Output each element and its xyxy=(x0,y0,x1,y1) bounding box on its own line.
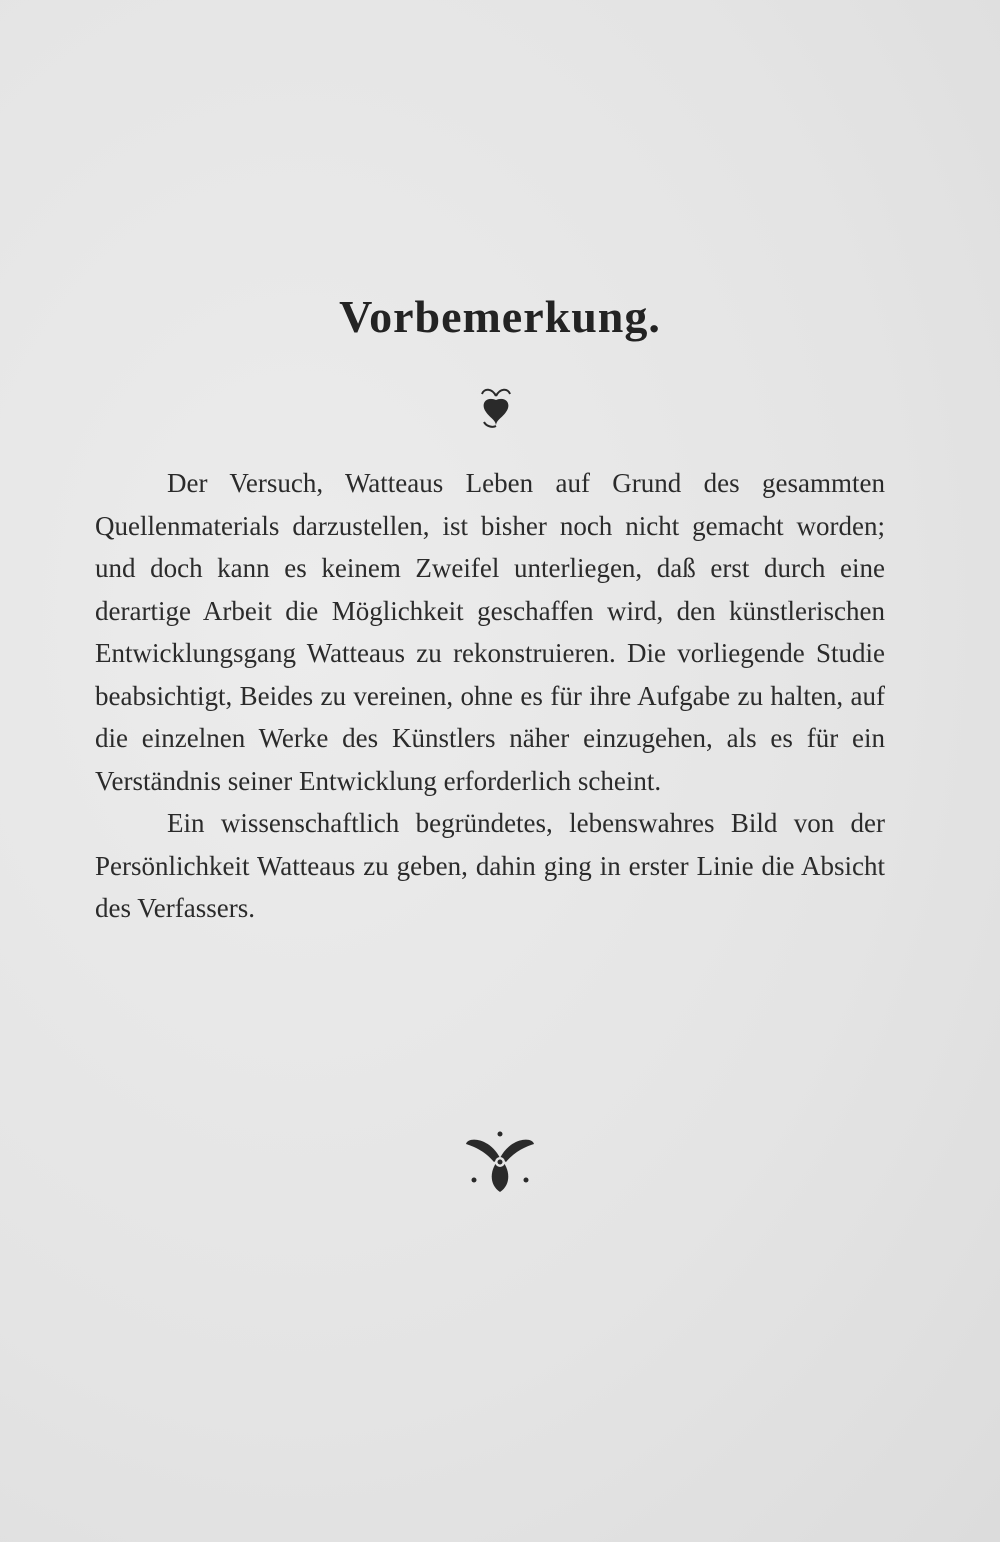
leaf-ornament-icon xyxy=(472,382,520,430)
paragraph: Der Versuch, Watteaus Leben auf Grund des gesammten Quellenmaterials darzustellen, ist bisher noch nicht gemacht worden; und doch kann es keinem Zweifel unterliegen, daß erst durch eine derartige Arbeit die Möglichkeit geschaffen wird, den künstlerischen Entwicklungsgang Watteaus zu rekonstruieren. Die vorliegende Studie beabsichtigt, Beides zu vereinen, ohne es für ihre Aufgabe zu halten, auf die einzelnen Werke des Künstlers näher einzugehen, als es für ein Verständnis seiner Entwicklung erforderlich scheint. xyxy=(95,468,885,796)
trefoil-ornament-icon xyxy=(460,1128,540,1198)
paragraph: Ein wissenschaftlich begründetes, lebenswahres Bild von der Persönlichkeit Watteaus zu geben, dahin ging in erster Linie die Absicht des Verfassers. xyxy=(95,808,885,923)
preface-text xyxy=(95,462,885,930)
page-heading: Vorbemerkung. xyxy=(339,291,661,342)
